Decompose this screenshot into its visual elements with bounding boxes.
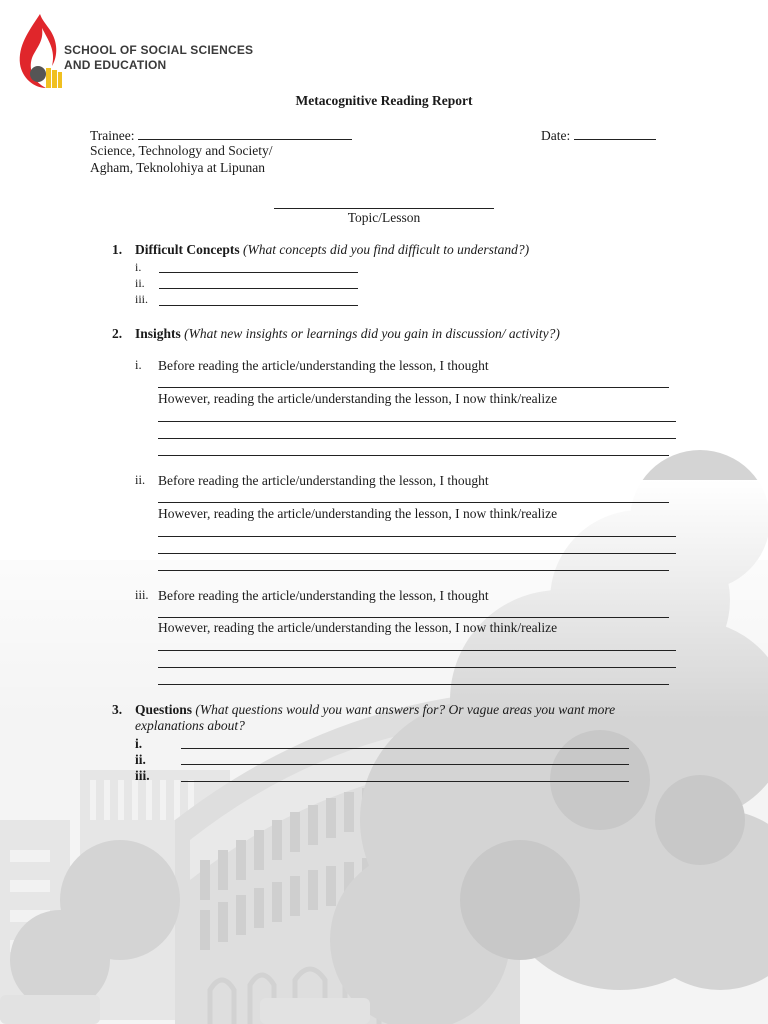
insight-before-field[interactable] xyxy=(158,502,669,503)
section-1-number: 1. xyxy=(112,242,123,257)
school-logo-icon xyxy=(10,12,66,92)
insight-after-field[interactable] xyxy=(158,553,676,554)
concept-field[interactable] xyxy=(159,305,358,306)
question-item-num: ii. xyxy=(135,752,146,767)
section-1-heading-row xyxy=(135,241,529,258)
date-field[interactable] xyxy=(574,126,656,140)
insight-after-text: However, reading the article/understanding the lesson, I now think/realize xyxy=(158,391,558,406)
date-label: Date: xyxy=(541,128,571,143)
insight-after-field[interactable] xyxy=(158,421,676,422)
school-name xyxy=(64,43,253,73)
question-item-num: iii. xyxy=(135,768,150,783)
school-name-line1: SCHOOL OF SOCIAL SCIENCES xyxy=(64,43,254,57)
topic-label: Topic/Lesson xyxy=(347,210,421,225)
section-2-number: 2. xyxy=(112,326,123,341)
section-1-prompt: (What concepts did you find difficult to understand?) xyxy=(243,242,530,257)
school-name-line2: AND EDUCATION xyxy=(64,58,167,72)
concept-field[interactable] xyxy=(159,272,358,273)
insight-after-field[interactable] xyxy=(158,667,676,668)
insight-after-field[interactable] xyxy=(158,455,669,456)
insight-after-field[interactable] xyxy=(158,536,676,537)
trainee-field[interactable] xyxy=(138,126,352,140)
insight-item-num: i. xyxy=(135,358,142,372)
section-3-number: 3. xyxy=(112,702,123,717)
insight-before-text: Before reading the article/understanding the lesson, I thought xyxy=(158,588,489,603)
question-item-num: i. xyxy=(135,736,143,751)
insight-after-field[interactable] xyxy=(158,570,669,571)
insight-after-field[interactable] xyxy=(158,650,676,651)
question-field[interactable] xyxy=(181,748,629,749)
trainee-label: Trainee: xyxy=(90,128,135,143)
section-2-heading-row xyxy=(135,325,560,342)
section-2-prompt: (What new insights or learnings did you gain in discussion/ activity?) xyxy=(184,326,560,341)
date-row xyxy=(541,126,656,144)
question-field[interactable] xyxy=(181,781,629,782)
insight-before-field[interactable] xyxy=(158,617,669,618)
course-line-2: Agham, Teknolohiya at Lipunan xyxy=(90,160,266,175)
insight-before-field[interactable] xyxy=(158,387,669,388)
concept-field[interactable] xyxy=(159,288,358,289)
insight-after-text: However, reading the article/understanding the lesson, I now think/realize xyxy=(158,506,558,521)
insight-before-text: Before reading the article/understanding the lesson, I thought xyxy=(158,358,489,373)
section-1-heading: Difficult Concepts xyxy=(135,242,240,257)
insight-after-field[interactable] xyxy=(158,438,676,439)
insight-item-num: ii. xyxy=(135,473,146,487)
concept-item-num: iii. xyxy=(135,292,149,306)
insight-item-num: iii. xyxy=(135,588,149,602)
insight-before-text: Before reading the article/understanding the lesson, I thought xyxy=(158,473,489,488)
concept-item-num: ii. xyxy=(135,276,145,290)
insight-after-field[interactable] xyxy=(158,684,669,685)
section-2-heading: Insights xyxy=(135,326,181,341)
course-line-1: Science, Technology and Society/ xyxy=(90,143,273,158)
page-title: Metacognitive Reading Report xyxy=(295,93,473,108)
concept-item-num: i. xyxy=(135,260,142,274)
question-field[interactable] xyxy=(181,764,629,765)
section-3-prompt: (What questions would you want answers for? Or vague areas you want more xyxy=(195,702,616,717)
section-3-heading: Questions xyxy=(135,702,193,717)
section-3-prompt-continued: explanations about? xyxy=(135,718,245,733)
insight-after-text: However, reading the article/understanding the lesson, I now think/realize xyxy=(158,620,558,635)
section-3-heading-row xyxy=(135,701,615,718)
